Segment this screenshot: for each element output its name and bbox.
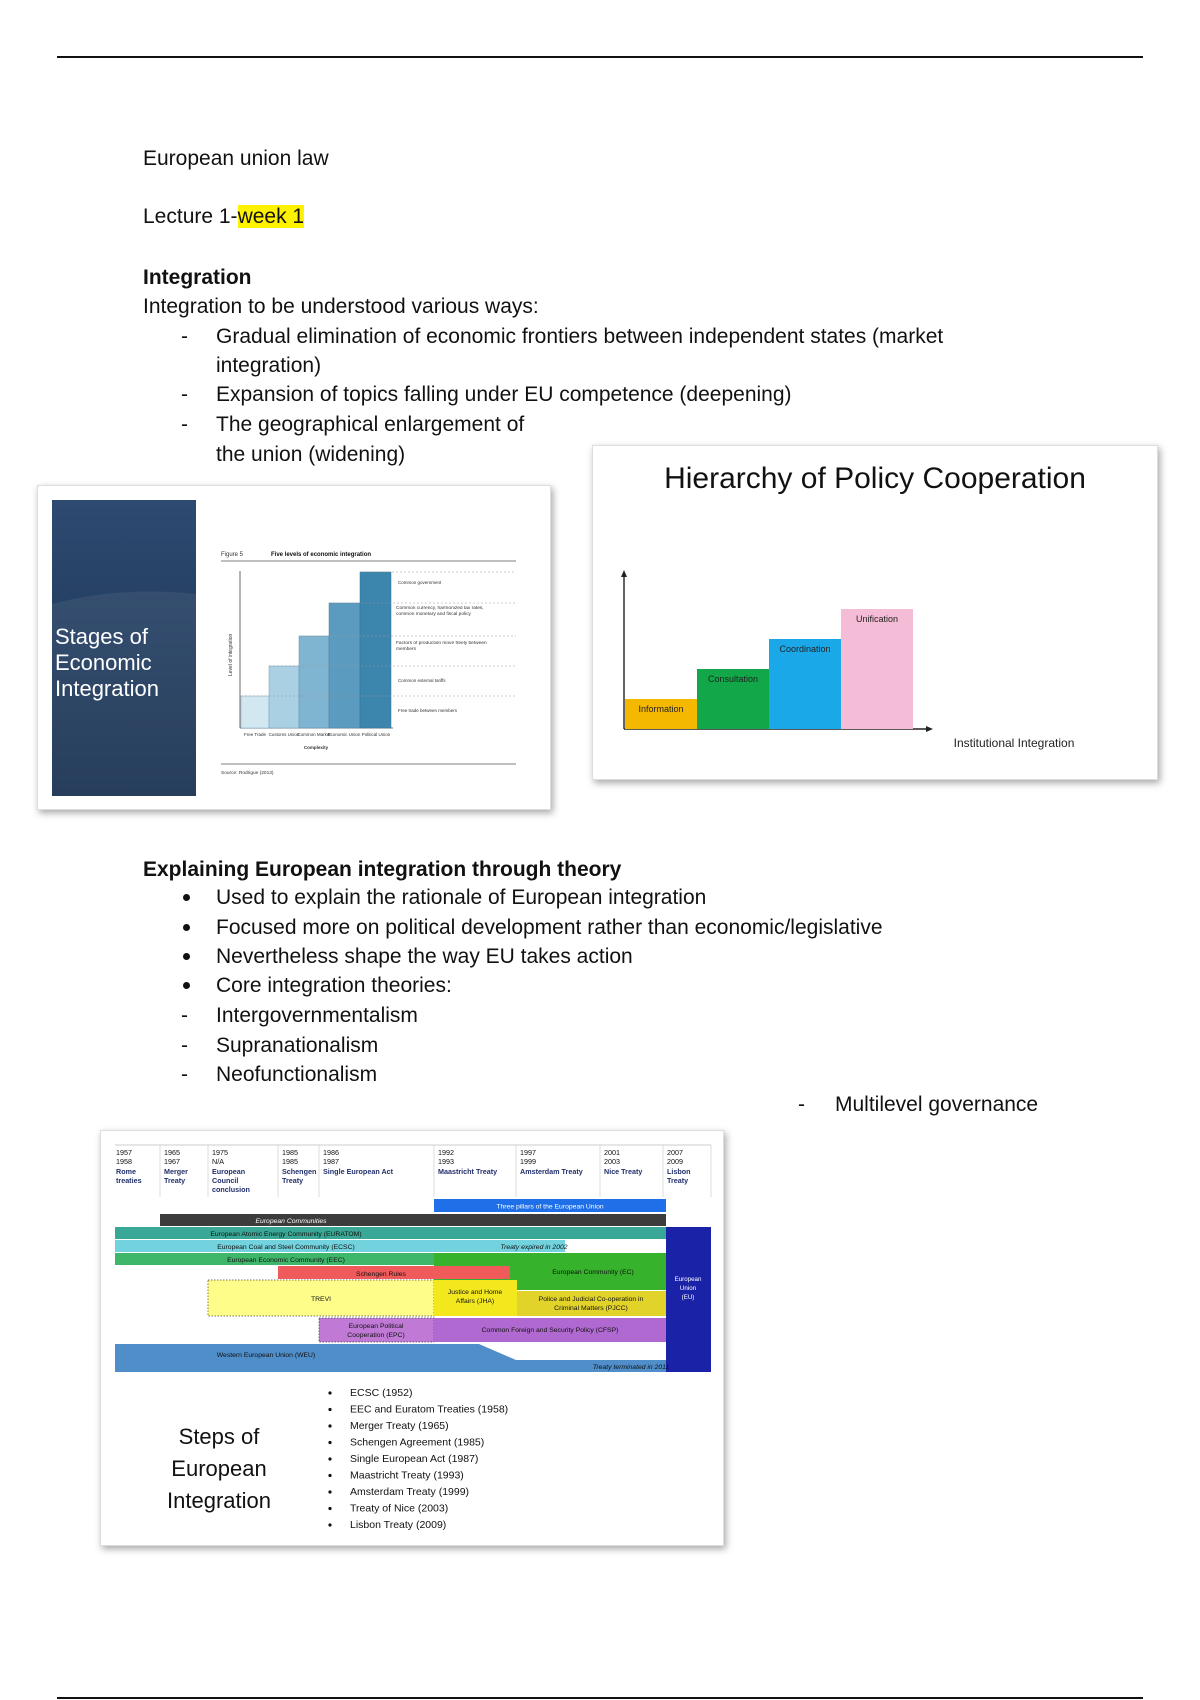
theory-dash-3: Neofunctionalism bbox=[216, 1063, 378, 1086]
svg-text:Merger: Merger bbox=[164, 1167, 188, 1176]
svg-text:conclusion: conclusion bbox=[212, 1185, 250, 1194]
integration-item-2: Expansion of topics falling under EU competence (deepening) bbox=[216, 383, 792, 406]
svg-text:European Communities: European Communities bbox=[255, 1218, 327, 1225]
svg-text:(EU): (EU) bbox=[681, 1294, 695, 1301]
treaty-item: Merger Treaty (1965) bbox=[350, 1420, 449, 1432]
timeline-council bbox=[212, 1148, 250, 1194]
cat-customs-union: Customs Union bbox=[268, 732, 300, 737]
bullet-marker bbox=[183, 982, 190, 989]
svg-text:Amsterdam Treaty: Amsterdam Treaty bbox=[520, 1167, 583, 1176]
dash-marker: - bbox=[181, 413, 188, 436]
bar-political-union bbox=[360, 572, 391, 728]
svg-text:Schengen: Schengen bbox=[282, 1167, 317, 1176]
timeline-schengen bbox=[282, 1148, 316, 1185]
svg-text:1992: 1992 bbox=[438, 1148, 454, 1157]
svg-text:Nice Treaty: Nice Treaty bbox=[604, 1167, 643, 1176]
dash-marker: - bbox=[181, 383, 188, 406]
treaty-item: ECSC (1952) bbox=[350, 1387, 413, 1399]
cat-free-trade: Free Trade bbox=[243, 732, 267, 737]
svg-text:Treaty: Treaty bbox=[164, 1176, 186, 1185]
theory-extra-item: Multilevel governance bbox=[835, 1093, 1039, 1116]
timeline-merger bbox=[164, 1148, 188, 1185]
svg-text:Lisbon: Lisbon bbox=[667, 1167, 691, 1176]
level-label-5: Free trade between members bbox=[398, 708, 458, 713]
document-title: European union law bbox=[143, 147, 329, 170]
bar-customs-union bbox=[269, 666, 299, 728]
dash-marker: - bbox=[798, 1093, 805, 1116]
svg-text:1965: 1965 bbox=[164, 1148, 180, 1157]
svg-text:Single European Act: Single European Act bbox=[323, 1167, 394, 1176]
svg-text:1993: 1993 bbox=[438, 1157, 454, 1166]
theory-bullet-1: Used to explain the rationale of European integration bbox=[216, 886, 707, 909]
treaty-item: Lisbon Treaty (2009) bbox=[350, 1519, 447, 1531]
bullet-marker bbox=[183, 924, 190, 931]
treaty-bullet bbox=[328, 1490, 331, 1493]
theory-dash-1: Intergovernmentalism bbox=[216, 1004, 418, 1027]
level-label-3: Factors of production move freely between members bbox=[396, 641, 487, 652]
stages-title-line-2: Economic bbox=[55, 650, 152, 675]
svg-text:2009: 2009 bbox=[667, 1157, 683, 1166]
svg-text:European Community (EC): European Community (EC) bbox=[552, 1269, 634, 1276]
theory-heading: Explaining European integration through theory bbox=[143, 858, 622, 881]
timeline-sea bbox=[323, 1148, 394, 1176]
svg-text:Rome: Rome bbox=[116, 1167, 136, 1176]
steps-title-line-3: Integration bbox=[167, 1488, 271, 1513]
stages-fig-title: Five levels of economic integration bbox=[271, 552, 372, 558]
svg-text:European Economic Community (E: European Economic Community (EEC) bbox=[227, 1257, 345, 1264]
integration-item-1-cont: integration) bbox=[216, 354, 322, 377]
dash-marker: - bbox=[181, 1034, 188, 1057]
svg-text:Common Foreign and Security Po: Common Foreign and Security Policy (CFSP) bbox=[481, 1327, 619, 1334]
dash-marker: - bbox=[181, 325, 188, 348]
bottom-rule bbox=[57, 1697, 1143, 1699]
integration-item-3: The geographical enlargement of bbox=[216, 413, 525, 436]
treaty-bullet bbox=[328, 1441, 331, 1444]
svg-text:European: European bbox=[674, 1276, 702, 1283]
svg-text:1985: 1985 bbox=[282, 1157, 298, 1166]
svg-text:1958: 1958 bbox=[116, 1157, 132, 1166]
hierarchy-steps bbox=[625, 609, 913, 729]
level-label-2: Common currency, harmonized tax rates, common monetary and fiscal policy bbox=[396, 606, 484, 617]
timeline-amsterdam bbox=[520, 1148, 583, 1176]
treaty-bullet bbox=[328, 1424, 331, 1427]
timeline-header bbox=[116, 1148, 691, 1194]
lecture-line bbox=[143, 202, 304, 231]
step-label-consultation: Consultation bbox=[707, 674, 759, 684]
svg-text:1999: 1999 bbox=[520, 1157, 536, 1166]
svg-text:European: European bbox=[212, 1167, 246, 1176]
steps-title bbox=[167, 1424, 271, 1513]
level-label-3-wrap bbox=[396, 641, 501, 661]
integration-item-1: Gradual elimination of economic frontiers between independent states (market bbox=[216, 325, 944, 348]
integration-heading: Integration bbox=[143, 266, 252, 289]
svg-text:Maastricht Treaty: Maastricht Treaty bbox=[438, 1167, 498, 1176]
cat-political-union: Political Union bbox=[361, 732, 391, 737]
steps-figure-svg bbox=[101, 1131, 723, 1545]
timeline-bands bbox=[115, 1199, 711, 1372]
steps-title-line-1: Steps of bbox=[178, 1424, 260, 1449]
treaty-bullet bbox=[328, 1408, 331, 1411]
level-label-1: Common government bbox=[398, 580, 442, 585]
svg-text:Treaty: Treaty bbox=[282, 1176, 304, 1185]
svg-text:Justice and Home: Justice and Home bbox=[447, 1289, 503, 1296]
theory-bullet-2: Focused more on political development rather than economic/legislative bbox=[216, 916, 883, 939]
svg-text:1986: 1986 bbox=[323, 1148, 339, 1157]
stages-title-line-3: Integration bbox=[55, 676, 159, 701]
svg-text:N/A: N/A bbox=[212, 1157, 224, 1166]
svg-text:Criminal Matters (PJCC): Criminal Matters (PJCC) bbox=[554, 1305, 628, 1312]
svg-text:2007: 2007 bbox=[667, 1148, 683, 1157]
svg-text:Police and Judicial Co-operati: Police and Judicial Co-operation in bbox=[538, 1296, 644, 1303]
timeline-lisbon bbox=[667, 1148, 691, 1185]
treaty-bullet bbox=[328, 1391, 331, 1394]
hierarchy-figure-svg bbox=[593, 446, 1157, 779]
stages-source: Source: Rodrigue (2013) bbox=[221, 771, 274, 776]
band-communities bbox=[160, 1214, 666, 1226]
bar-economic-union bbox=[329, 603, 360, 728]
stages-fig-label: Figure 5 bbox=[221, 552, 244, 558]
theory-bullet-3: Nevertheless shape the way EU takes action bbox=[216, 945, 633, 968]
treaty-item: Amsterdam Treaty (1999) bbox=[350, 1486, 470, 1498]
timeline-maastricht bbox=[438, 1148, 497, 1176]
stages-title-line-1: Stages of bbox=[55, 624, 148, 649]
treaty-bullet bbox=[328, 1474, 331, 1477]
top-rule bbox=[57, 56, 1143, 58]
lecture-highlight: week 1 bbox=[237, 205, 305, 228]
svg-text:2003: 2003 bbox=[604, 1157, 620, 1166]
svg-text:Treaty: Treaty bbox=[667, 1176, 689, 1185]
stages-y-axis: Level of integration bbox=[228, 633, 234, 676]
bullet-marker bbox=[183, 953, 190, 960]
treaty-list bbox=[328, 1387, 508, 1531]
svg-text:treaties: treaties bbox=[116, 1176, 142, 1185]
svg-text:Three pillars of the European: Three pillars of the European Union bbox=[496, 1203, 604, 1211]
steps-figure bbox=[100, 1130, 724, 1546]
bar-free-trade bbox=[241, 696, 269, 728]
svg-text:1997: 1997 bbox=[520, 1148, 536, 1157]
svg-text:1957: 1957 bbox=[116, 1148, 132, 1157]
integration-item-3-cont: the union (widening) bbox=[216, 443, 406, 466]
svg-text:Treaty expired in 2002: Treaty expired in 2002 bbox=[500, 1244, 568, 1251]
integration-intro: Integration to be understood various ways: bbox=[143, 295, 539, 318]
step-label-coordination: Coordination bbox=[779, 644, 831, 654]
svg-text:Cooperation (EPC): Cooperation (EPC) bbox=[347, 1332, 405, 1339]
theory-dash-2: Supranationalism bbox=[216, 1034, 379, 1057]
svg-text:Council: Council bbox=[212, 1176, 239, 1185]
svg-text:1975: 1975 bbox=[212, 1148, 228, 1157]
step-label-unification: Unification bbox=[855, 614, 899, 624]
cat-common-market: Common Market bbox=[297, 732, 331, 737]
level-label-4: Common external tariffs bbox=[398, 678, 446, 683]
svg-text:1967: 1967 bbox=[164, 1157, 180, 1166]
bullet-marker bbox=[183, 894, 190, 901]
svg-text:Affairs (JHA): Affairs (JHA) bbox=[455, 1298, 495, 1305]
svg-text:European Political: European Political bbox=[348, 1323, 404, 1330]
hierarchy-x-label: Institutional Integration bbox=[953, 736, 1075, 750]
bar-common-market bbox=[299, 636, 329, 728]
treaty-item: Treaty of Nice (2003) bbox=[350, 1502, 449, 1515]
steps-title-line-2: European bbox=[171, 1456, 267, 1481]
band-weu bbox=[115, 1344, 666, 1372]
treaty-bullet bbox=[328, 1457, 331, 1460]
svg-text:Treaty terminated in 2011: Treaty terminated in 2011 bbox=[592, 1364, 670, 1371]
treaty-item: Schengen Agreement (1985) bbox=[350, 1436, 485, 1449]
step-unification bbox=[841, 609, 913, 729]
band-euratom bbox=[115, 1227, 711, 1239]
stages-x-axis: Complexity bbox=[303, 745, 329, 750]
treaty-bullet bbox=[328, 1523, 331, 1526]
svg-text:European Atomic Energy Communi: European Atomic Energy Community (EURATOM) bbox=[210, 1231, 362, 1238]
theory-bullet-4: Core integration theories: bbox=[216, 974, 452, 997]
svg-text:Union: Union bbox=[679, 1285, 697, 1292]
svg-text:2001: 2001 bbox=[604, 1148, 620, 1157]
dash-marker: - bbox=[181, 1004, 188, 1027]
stages-figure-svg bbox=[38, 486, 550, 809]
stages-bars bbox=[241, 572, 391, 728]
dash-marker: - bbox=[181, 1063, 188, 1086]
treaty-bullet bbox=[328, 1507, 331, 1510]
step-label-information: Information bbox=[638, 704, 684, 714]
treaty-item: Maastricht Treaty (1993) bbox=[350, 1469, 464, 1482]
timeline-nice bbox=[604, 1148, 642, 1176]
level-label-2-wrap bbox=[396, 606, 501, 634]
svg-text:Schengen Rules: Schengen Rules bbox=[356, 1271, 406, 1278]
svg-text:European Coal and Steel Commun: European Coal and Steel Community (ECSC) bbox=[217, 1244, 355, 1251]
lecture-label: Lecture 1- bbox=[143, 205, 238, 228]
svg-text:Western European Union (WEU): Western European Union (WEU) bbox=[216, 1352, 316, 1359]
timeline-rome bbox=[116, 1148, 142, 1185]
treaty-item: Single European Act (1987) bbox=[350, 1453, 479, 1465]
svg-text:1987: 1987 bbox=[323, 1157, 339, 1166]
svg-text:TREVI: TREVI bbox=[310, 1296, 332, 1303]
stages-figure bbox=[37, 485, 551, 810]
cat-economic-union: Economic Union bbox=[327, 732, 361, 737]
hierarchy-figure bbox=[592, 445, 1158, 780]
treaty-item: EEC and Euratom Treaties (1958) bbox=[350, 1403, 509, 1416]
hierarchy-title: Hierarchy of Policy Cooperation bbox=[664, 462, 1086, 495]
band-pjcc bbox=[517, 1291, 666, 1316]
svg-text:1985: 1985 bbox=[282, 1148, 298, 1157]
